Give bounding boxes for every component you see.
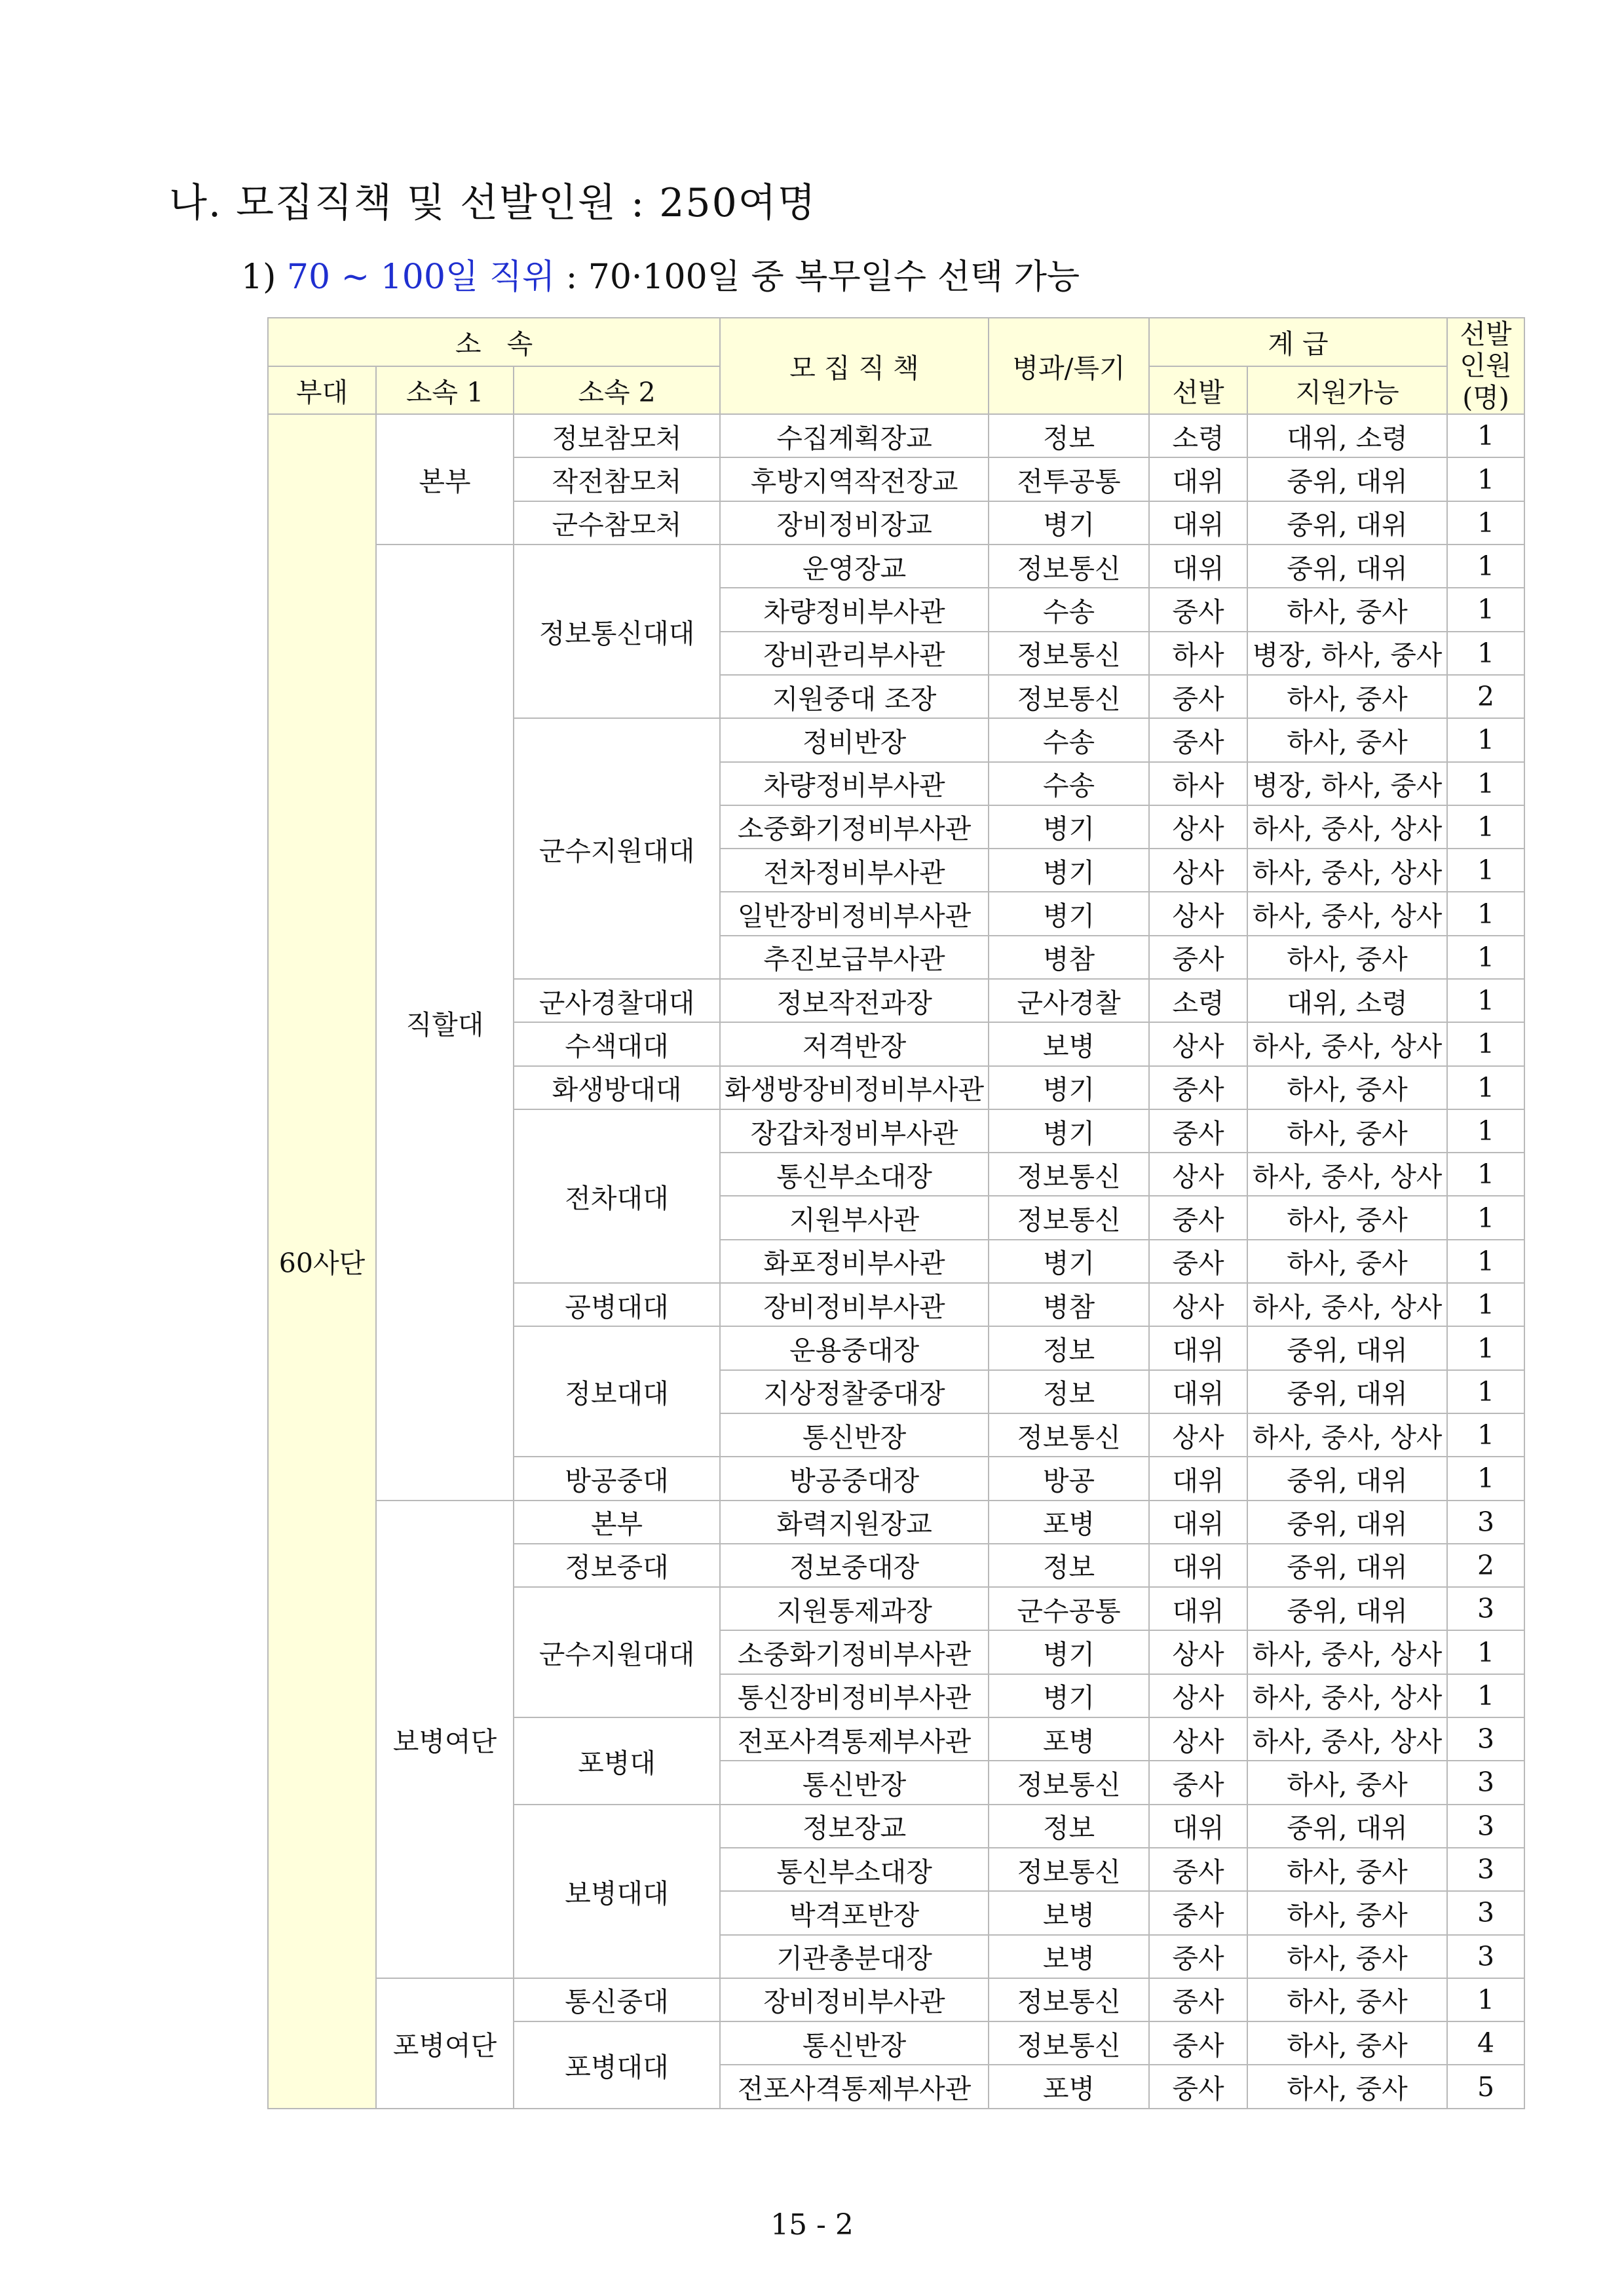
branch-cell: 정보통신 (989, 675, 1149, 718)
rank-cell: 중사 (1149, 1891, 1247, 1934)
rank-cell: 대위 (1149, 1587, 1247, 1630)
position-cell: 정보장교 (720, 1805, 989, 1848)
eligible-cell: 병장, 하사, 중사 (1247, 632, 1447, 675)
count-cell: 3 (1447, 1587, 1524, 1630)
eligible-cell: 중위, 대위 (1247, 1587, 1447, 1630)
branch-cell: 정보통신 (989, 1761, 1149, 1804)
count-cell: 1 (1447, 588, 1524, 631)
group-cell: 포병여단 (376, 1978, 514, 2109)
table-row (268, 545, 1524, 588)
rank-cell: 중사 (1149, 1066, 1247, 1109)
count-cell: 3 (1447, 1805, 1524, 1848)
rank-cell: 하사 (1149, 632, 1247, 675)
count-cell: 3 (1447, 1935, 1524, 1978)
branch-cell: 병기 (989, 1674, 1149, 1717)
count-cell: 1 (1447, 1240, 1524, 1283)
eligible-cell: 하사, 중사, 상사 (1247, 849, 1447, 892)
count-cell: 1 (1447, 1326, 1524, 1369)
branch-cell: 수송 (989, 762, 1149, 805)
group-cell: 본부 (376, 414, 514, 545)
position-cell: 수집계획장교 (720, 414, 989, 457)
branch-cell: 수송 (989, 718, 1149, 761)
eligible-cell: 하사, 중사 (1247, 2021, 1447, 2065)
eligible-cell: 하사, 중사, 상사 (1247, 1022, 1447, 1065)
eligible-cell: 대위, 소령 (1247, 414, 1447, 457)
header-selection: 선발 (1149, 366, 1247, 415)
count-cell: 1 (1447, 457, 1524, 501)
subunit-cell: 화생방대대 (514, 1066, 720, 1109)
position-cell: 운용중대장 (720, 1326, 989, 1369)
eligible-cell: 하사, 중사 (1247, 936, 1447, 979)
eligible-cell: 하사, 중사 (1247, 1978, 1447, 2021)
rank-cell: 대위 (1149, 457, 1247, 501)
position-cell: 장비정비장교 (720, 501, 989, 545)
position-cell: 통신반장 (720, 1413, 989, 1457)
group-cell: 직할대 (376, 545, 514, 1501)
eligible-cell: 중위, 대위 (1247, 501, 1447, 545)
table-row (268, 414, 1524, 457)
position-cell: 지상정찰중대장 (720, 1370, 989, 1413)
count-cell: 1 (1447, 718, 1524, 761)
header-position: 모 집 직 책 (720, 318, 989, 414)
position-cell: 차량정비부사관 (720, 588, 989, 631)
branch-cell: 정보통신 (989, 2021, 1149, 2065)
position-cell: 기관총분대장 (720, 1935, 989, 1978)
subsection-number: 1) (241, 258, 276, 297)
count-cell: 1 (1447, 849, 1524, 892)
count-cell: 1 (1447, 762, 1524, 805)
eligible-cell: 중위, 대위 (1247, 1457, 1447, 1500)
rank-cell: 상사 (1149, 805, 1247, 849)
rank-cell: 대위 (1149, 1501, 1247, 1544)
group-cell: 보병여단 (376, 1501, 514, 1978)
header-sub2: 소속 2 (514, 366, 720, 415)
eligible-cell: 중위, 대위 (1247, 1326, 1447, 1369)
subunit-cell: 군수참모처 (514, 501, 720, 545)
subunit-cell: 통신중대 (514, 1978, 720, 2021)
eligible-cell: 하사, 중사, 상사 (1247, 1153, 1447, 1196)
subunit-cell: 군수지원대대 (514, 718, 720, 979)
position-cell: 전포사격통제부사관 (720, 2065, 989, 2108)
eligible-cell: 중위, 대위 (1247, 545, 1447, 588)
rank-cell: 상사 (1149, 1022, 1247, 1065)
subunit-cell: 포병대 (514, 1717, 720, 1805)
eligible-cell: 하사, 중사, 상사 (1247, 1674, 1447, 1717)
count-cell: 4 (1447, 2021, 1524, 2065)
eligible-cell: 하사, 중사, 상사 (1247, 1717, 1447, 1761)
position-cell: 장갑차정비부사관 (720, 1109, 989, 1153)
eligible-cell: 하사, 중사 (1247, 1196, 1447, 1239)
rank-cell: 상사 (1149, 892, 1247, 935)
rank-cell: 상사 (1149, 1283, 1247, 1326)
header-unit: 부대 (268, 366, 376, 415)
subunit-cell: 정보참모처 (514, 414, 720, 457)
count-cell: 5 (1447, 2065, 1524, 2108)
position-cell: 지원부사관 (720, 1196, 989, 1239)
rank-cell: 상사 (1149, 1153, 1247, 1196)
branch-cell: 포병 (989, 1501, 1149, 1544)
rank-cell: 대위 (1149, 545, 1247, 588)
count-cell: 1 (1447, 414, 1524, 457)
header-branch: 병과/특기 (989, 318, 1149, 414)
position-cell: 정비반장 (720, 718, 989, 761)
subunit-cell: 본부 (514, 1501, 720, 1544)
branch-cell: 정보 (989, 1544, 1149, 1587)
count-cell: 1 (1447, 979, 1524, 1022)
count-cell: 1 (1447, 936, 1524, 979)
subunit-cell: 정보중대 (514, 1544, 720, 1587)
table-header (268, 318, 1524, 414)
branch-cell: 병참 (989, 1283, 1149, 1326)
branch-cell: 병기 (989, 1066, 1149, 1109)
position-cell: 방공중대장 (720, 1457, 989, 1500)
subunit-cell: 정보대대 (514, 1326, 720, 1457)
count-cell: 1 (1447, 1370, 1524, 1413)
position-cell: 소중화기정비부사관 (720, 1630, 989, 1674)
position-cell: 박격포반장 (720, 1891, 989, 1934)
branch-cell: 정보통신 (989, 1196, 1149, 1239)
position-cell: 차량정비부사관 (720, 762, 989, 805)
position-cell: 통신부소대장 (720, 1848, 989, 1891)
subunit-cell: 방공중대 (514, 1457, 720, 1500)
branch-cell: 보병 (989, 1022, 1149, 1065)
rank-cell: 상사 (1149, 1413, 1247, 1457)
count-cell: 3 (1447, 1717, 1524, 1761)
rank-cell: 소령 (1149, 414, 1247, 457)
rank-cell: 중사 (1149, 1978, 1247, 2021)
eligible-cell: 하사, 중사, 상사 (1247, 892, 1447, 935)
count-cell: 1 (1447, 1153, 1524, 1196)
eligible-cell: 하사, 중사, 상사 (1247, 1630, 1447, 1674)
rank-cell: 상사 (1149, 1674, 1247, 1717)
rank-cell: 상사 (1149, 1630, 1247, 1674)
branch-cell: 병기 (989, 501, 1149, 545)
header-rank: 계 급 (1149, 318, 1447, 366)
rank-cell: 중사 (1149, 1848, 1247, 1891)
rank-cell: 대위 (1149, 1370, 1247, 1413)
position-cell: 화력지원장교 (720, 1501, 989, 1544)
header-affiliation: 소 속 (268, 318, 720, 366)
branch-cell: 병기 (989, 849, 1149, 892)
rank-cell: 상사 (1149, 1717, 1247, 1761)
position-cell: 일반장비정비부사관 (720, 892, 989, 935)
branch-cell: 정보통신 (989, 1413, 1149, 1457)
rank-cell: 하사 (1149, 762, 1247, 805)
eligible-cell: 하사, 중사 (1247, 675, 1447, 718)
eligible-cell: 하사, 중사 (1247, 1109, 1447, 1153)
eligible-cell: 하사, 중사 (1247, 1761, 1447, 1804)
eligible-cell: 하사, 중사 (1247, 1066, 1447, 1109)
table-row (268, 1978, 1524, 2021)
count-cell: 3 (1447, 1891, 1524, 1934)
count-cell: 1 (1447, 1196, 1524, 1239)
rank-cell: 대위 (1149, 1326, 1247, 1369)
branch-cell: 정보통신 (989, 1848, 1149, 1891)
subunit-cell: 작전참모처 (514, 457, 720, 501)
count-cell: 1 (1447, 501, 1524, 545)
rank-cell: 중사 (1149, 1196, 1247, 1239)
branch-cell: 병기 (989, 892, 1149, 935)
position-cell: 지원통제과장 (720, 1587, 989, 1630)
subunit-cell: 정보통신대대 (514, 545, 720, 718)
eligible-cell: 중위, 대위 (1247, 457, 1447, 501)
branch-cell: 정보 (989, 1326, 1149, 1369)
rank-cell: 중사 (1149, 936, 1247, 979)
position-cell: 정보작전과장 (720, 979, 989, 1022)
rank-cell: 중사 (1149, 1761, 1247, 1804)
eligible-cell: 하사, 중사, 상사 (1247, 1413, 1447, 1457)
branch-cell: 군수공통 (989, 1587, 1149, 1630)
position-cell: 정보중대장 (720, 1544, 989, 1587)
position-cell: 통신장비정비부사관 (720, 1674, 989, 1717)
branch-cell: 포병 (989, 1717, 1149, 1761)
rank-cell: 중사 (1149, 1109, 1247, 1153)
branch-cell: 병기 (989, 1630, 1149, 1674)
header-count: 선발 인원 (명) (1447, 318, 1524, 414)
branch-cell: 병참 (989, 936, 1149, 979)
count-cell: 1 (1447, 1978, 1524, 2021)
branch-cell: 정보통신 (989, 632, 1149, 675)
subunit-cell: 전차대대 (514, 1109, 720, 1283)
position-cell: 장비정비부사관 (720, 1978, 989, 2021)
eligible-cell: 하사, 중사 (1247, 1848, 1447, 1891)
branch-cell: 보병 (989, 1891, 1149, 1934)
count-cell: 3 (1447, 1761, 1524, 1804)
eligible-cell: 중위, 대위 (1247, 1805, 1447, 1848)
rank-cell: 중사 (1149, 588, 1247, 631)
page-number: 15 - 2 (770, 2208, 854, 2242)
branch-cell: 전투공통 (989, 457, 1149, 501)
count-cell: 1 (1447, 1413, 1524, 1457)
count-cell: 1 (1447, 805, 1524, 849)
subsection-highlight: 70 ~ 100일 직위 (286, 258, 556, 297)
subunit-cell: 군수지원대대 (514, 1587, 720, 1717)
subunit-cell: 보병대대 (514, 1805, 720, 1978)
branch-cell: 보병 (989, 1935, 1149, 1978)
branch-cell: 정보통신 (989, 1153, 1149, 1196)
position-cell: 통신반장 (720, 2021, 989, 2065)
rank-cell: 대위 (1149, 1544, 1247, 1587)
eligible-cell: 하사, 중사 (1247, 588, 1447, 631)
branch-cell: 군사경찰 (989, 979, 1149, 1022)
subunit-cell: 포병대대 (514, 2021, 720, 2109)
recruitment-table (267, 317, 1525, 2109)
position-cell: 추진보급부사관 (720, 936, 989, 979)
eligible-cell: 하사, 중사, 상사 (1247, 805, 1447, 849)
count-cell: 1 (1447, 892, 1524, 935)
eligible-cell: 병장, 하사, 중사 (1247, 762, 1447, 805)
branch-cell: 정보 (989, 1805, 1149, 1848)
count-cell: 1 (1447, 1022, 1524, 1065)
subsection-heading (241, 249, 1080, 298)
branch-cell: 병기 (989, 805, 1149, 849)
table-body (268, 414, 1524, 2109)
subunit-cell: 수색대대 (514, 1022, 720, 1065)
branch-cell: 정보 (989, 1370, 1149, 1413)
eligible-cell: 대위, 소령 (1247, 979, 1447, 1022)
position-cell: 지원중대 조장 (720, 675, 989, 718)
position-cell: 장비정비부사관 (720, 1283, 989, 1326)
rank-cell: 중사 (1149, 2021, 1247, 2065)
count-cell: 1 (1447, 1283, 1524, 1326)
table-row (268, 1501, 1524, 1544)
eligible-cell: 중위, 대위 (1247, 1544, 1447, 1587)
rank-cell: 대위 (1149, 1805, 1247, 1848)
header-sub1: 소속 1 (376, 366, 514, 415)
count-cell: 1 (1447, 632, 1524, 675)
branch-cell: 정보통신 (989, 545, 1149, 588)
count-cell: 1 (1447, 1109, 1524, 1153)
subunit-cell: 군사경찰대대 (514, 979, 720, 1022)
branch-cell: 병기 (989, 1109, 1149, 1153)
rank-cell: 대위 (1149, 1457, 1247, 1500)
subunit-cell: 공병대대 (514, 1283, 720, 1326)
rank-cell: 중사 (1149, 1935, 1247, 1978)
position-cell: 저격반장 (720, 1022, 989, 1065)
eligible-cell: 하사, 중사 (1247, 1240, 1447, 1283)
position-cell: 통신부소대장 (720, 1153, 989, 1196)
unit-cell: 60사단 (268, 414, 376, 2109)
rank-cell: 대위 (1149, 501, 1247, 545)
rank-cell: 소령 (1149, 979, 1247, 1022)
position-cell: 소중화기정비부사관 (720, 805, 989, 849)
branch-cell: 방공 (989, 1457, 1149, 1500)
rank-cell: 상사 (1149, 849, 1247, 892)
position-cell: 화포정비부사관 (720, 1240, 989, 1283)
eligible-cell: 하사, 중사 (1247, 1891, 1447, 1934)
header-eligible: 지원가능 (1247, 366, 1447, 415)
count-cell: 3 (1447, 1848, 1524, 1891)
eligible-cell: 하사, 중사 (1247, 718, 1447, 761)
count-cell: 1 (1447, 545, 1524, 588)
eligible-cell: 중위, 대위 (1247, 1501, 1447, 1544)
position-cell: 장비관리부사관 (720, 632, 989, 675)
count-cell: 3 (1447, 1501, 1524, 1544)
eligible-cell: 하사, 중사 (1247, 2065, 1447, 2108)
count-cell: 1 (1447, 1066, 1524, 1109)
position-cell: 통신반장 (720, 1761, 989, 1804)
position-cell: 운영장교 (720, 545, 989, 588)
count-cell: 1 (1447, 1457, 1524, 1500)
rank-cell: 중사 (1149, 2065, 1247, 2108)
rank-cell: 중사 (1149, 718, 1247, 761)
branch-cell: 정보통신 (989, 1978, 1149, 2021)
eligible-cell: 중위, 대위 (1247, 1370, 1447, 1413)
branch-cell: 병기 (989, 1240, 1149, 1283)
rank-cell: 중사 (1149, 675, 1247, 718)
eligible-cell: 하사, 중사, 상사 (1247, 1283, 1447, 1326)
subsection-description: : 70·100일 중 복무일수 선택 가능 (565, 258, 1080, 297)
count-cell: 1 (1447, 1630, 1524, 1674)
branch-cell: 정보 (989, 414, 1149, 457)
count-cell: 2 (1447, 1544, 1524, 1587)
branch-cell: 포병 (989, 2065, 1149, 2108)
branch-cell: 수송 (989, 588, 1149, 631)
count-cell: 1 (1447, 1674, 1524, 1717)
count-cell: 2 (1447, 675, 1524, 718)
rank-cell: 중사 (1149, 1240, 1247, 1283)
position-cell: 후방지역작전장교 (720, 457, 989, 501)
position-cell: 전포사격통제부사관 (720, 1717, 989, 1761)
eligible-cell: 하사, 중사 (1247, 1935, 1447, 1978)
position-cell: 화생방장비정비부사관 (720, 1066, 989, 1109)
position-cell: 전차정비부사관 (720, 849, 989, 892)
section-heading: 나. 모집직책 및 선발인원 : 250여명 (169, 180, 817, 226)
